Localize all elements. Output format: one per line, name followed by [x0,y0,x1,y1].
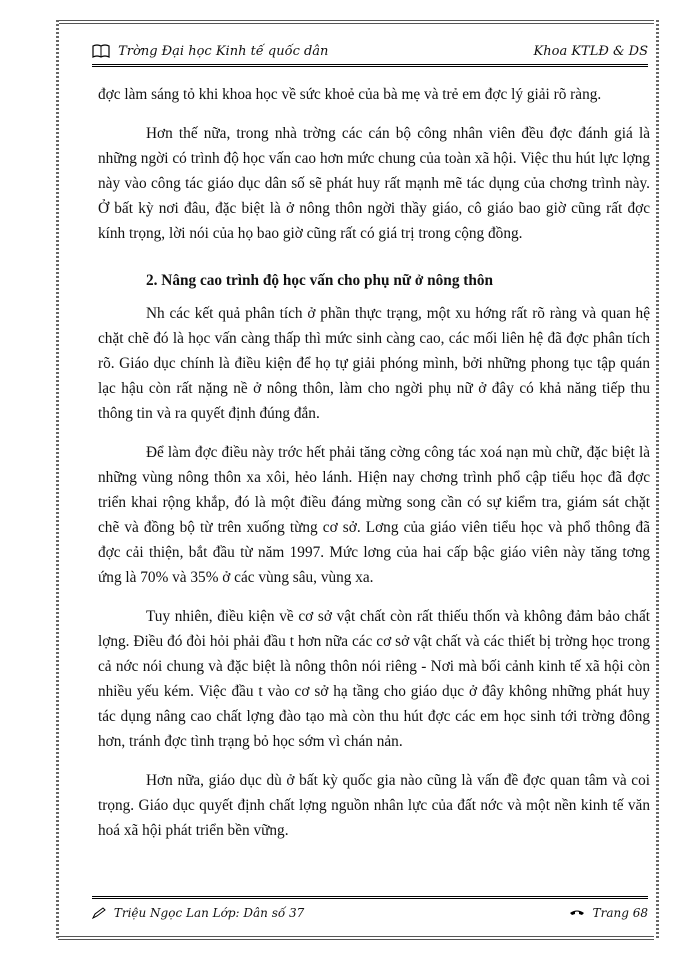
header-left [92,44,328,59]
page-border-bottom [58,936,654,944]
paragraph-1: đợc làm sáng tỏ khi khoa học về sức khoẻ của bà mẹ và trẻ em đợc lý giải rõ ràng. [98,86,602,103]
page-border-right [656,20,659,938]
section-heading: 2. Nâng cao trình độ học vấn cho phụ nữ ở nông thôn [146,272,494,289]
footer-rule [92,896,648,899]
paragraph-3: Nh các kết quả phân tích ở phần thực trạng, một xu hớng rất rõ ràng và quan hệ chặt chẽ đó là học vấn càng thấp thì mức sinh càng cao, các mối liên hệ đã đợc phân tích rõ. Giáo dục chính là điều kiện để họ tự giải phóng mình, bởi những phong tục tập quán lạc hậu còn rất nặng nề ở nông thôn, làm cho ngời phụ nữ ở đây có khả năng tiếp thu thông tin và ra quyết định đúng đắn. [98,305,650,422]
page-header [92,44,648,64]
footer-author: Triệu Ngọc Lan Lớp: Dân số 37 [113,906,305,920]
paragraph-6: Hơn nữa, giáo dục dù ở bất kỳ quốc gia nào cũng là vấn đề đợc quan tâm và coi trọng. Giáo dục quyết định chất lợng nguồn nhân lực của đất nớc và một nền kinh tế văn hoá xã hội phát triển bền vững. [98,772,650,839]
document-body [98,82,650,857]
footer-page-number: Trang 68 [592,906,648,920]
header-faculty-name: Khoa KTLĐ & DS [533,44,648,59]
paragraph-4: Để làm đợc điều này trớc hết phải tăng cờng công tác xoá nạn mù chữ, đặc biệt là những vùng nông thôn xa xôi, hẻo lánh. Hiện nay chơng trình phổ cập tiểu học đã đợc triển khai rộng khắp, đó là một điều đáng mừng song cần có sự kiểm tra, giám sát chặt chẽ và đồng bộ từ trên xuống từng cơ sở. Lơng của giáo viên tiểu học và phổ thông đã đợc cải thiện, bắt đầu từ năm 1997. Mức lơng của hai cấp bậc giáo viên này tăng tơng ứng là 70% và 35% ở các vùng sâu, vùng xa. [98,444,650,586]
header-university-name: Trờng Đại học Kinh tế quốc dân [118,44,329,59]
paragraph-2: Hơn thế nữa, trong nhà trờng các cán bộ công nhân viên đều đợc đánh giá là những ngời có trình độ học vấn cao hơn mức chung của toàn xã hội. Việc thu hút lực lợng này vào công tác giáo dục dân số sẽ phát huy rất mạnh mẽ tác dụng của chơng trình này. Ở bất kỳ nơi đâu, đặc biệt là ở nông thôn ngời thầy giáo, cô giáo bao giờ cũng rất đợc kính trọng, lời nói của họ bao giờ cũng rất có giá trị trong cộng đồng. [98,125,650,242]
header-rule [92,64,648,67]
phone-icon [569,909,585,919]
book-icon [92,44,110,58]
page-border-left [56,20,59,938]
paragraph-5: Tuy nhiên, điều kiện về cơ sở vật chất còn rất thiếu thốn và không đảm bảo chất lợng. Điều đó đòi hỏi phải đầu t hơn nữa các cơ sở vật chất và các thiết bị trờng học trong cả nớc nói chung và đặc biệt là nông thôn nói riêng - Nơi mà bối cảnh kinh tế xã hội còn nhiều yếu kém. Việc đầu t vào cơ sở hạ tầng cho giáo dục ở đây không những phát huy tác dụng nâng cao chất lợng đào tạo mà còn thu hút đợc các em học sinh tới trờng đông hơn, tránh đợc tình trạng bỏ học sớm vì chán nản. [98,608,650,750]
footer-left [92,906,304,920]
footer-right [569,906,648,920]
page-footer [92,906,648,926]
page-border-top [58,20,654,28]
pen-icon [92,907,106,919]
